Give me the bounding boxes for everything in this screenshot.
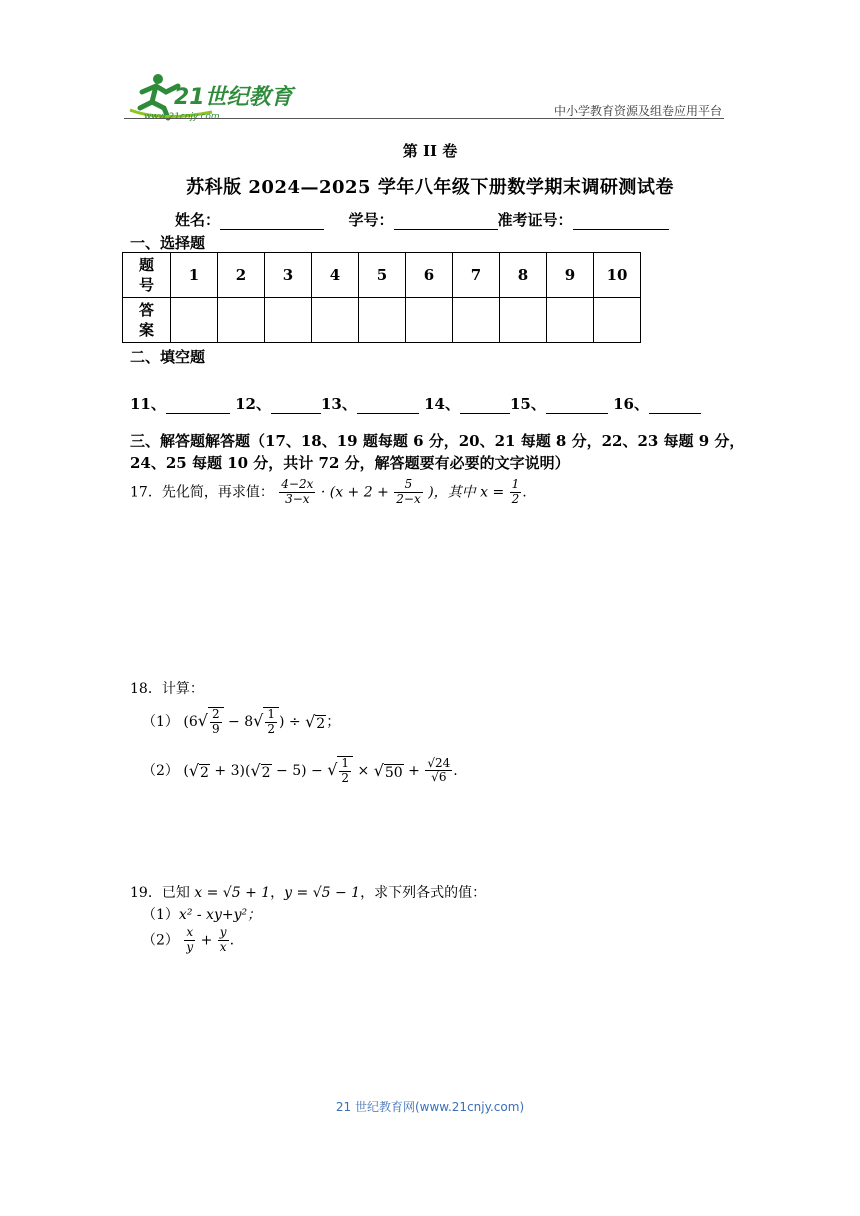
table-row-answers <box>123 298 641 343</box>
section-fill-heading: 二、填空题 <box>130 348 206 366</box>
section-solve-heading: 三、解答题解答题（17、18、19 题每题 6 分，20、21 每题 8 分，22、23 每题 9 分，24、25 每题 10 分，共计 72 分，解答题要有必要的文字说明） <box>130 432 745 472</box>
question-19: 19．已知 x = √5 + 1，y = √5 − 1，求下列各式的值： <box>130 885 487 901</box>
platform-name: 中小学教育资源及组卷应用平台 <box>553 104 722 118</box>
answer-cell[interactable] <box>218 298 265 343</box>
q17-fraction-1: $\frac{4-2x}{3-x}$ <box>281 477 314 506</box>
question-19-part-1: （1）x² - xy+y²； <box>142 907 262 923</box>
table-row-numbers <box>123 253 641 298</box>
question-number-cell: 1 <box>171 253 218 298</box>
question-number-cell: 9 <box>547 253 594 298</box>
fill-blank-14[interactable] <box>460 398 510 414</box>
id-label: 学号： <box>348 211 394 229</box>
fill-blank-12[interactable] <box>271 398 321 414</box>
fill-blank-row <box>130 393 701 414</box>
name-label: 姓名： <box>175 211 221 229</box>
logo-text: 21世纪教育 <box>174 85 293 110</box>
fill-label-13: 13、 <box>320 395 357 413</box>
question-19-part-2: （2） $\frac{x}{y}$ + $\frac{y}{x}$ . <box>142 925 235 954</box>
answer-cell[interactable] <box>453 298 500 343</box>
fill-label-14: 14、 <box>424 395 460 413</box>
question-18-part-1: （1） (6√ $\frac{2}{9}$ − 8√ $\frac{1}{2}$ ) ÷ √2； <box>142 707 341 736</box>
fill-blank-15[interactable] <box>546 398 608 414</box>
exam-label: 准考证号： <box>497 211 573 229</box>
question-number-cell: 4 <box>312 253 359 298</box>
volume-label: 第 II 卷 <box>402 142 458 160</box>
fill-blank-13[interactable] <box>357 398 419 414</box>
q17-middle: · (x + 2 + <box>320 484 394 501</box>
table-header-answer: 答 案 <box>123 298 171 343</box>
answer-cell[interactable] <box>547 298 594 343</box>
question-number-cell: 3 <box>265 253 312 298</box>
exam-number-field[interactable] <box>573 212 669 230</box>
q19-x-def: x = √5 + 1 <box>194 885 271 901</box>
question-number-cell: 7 <box>453 253 500 298</box>
question-18-label: 18．计算： <box>130 681 204 697</box>
fill-blank-16[interactable] <box>649 398 701 414</box>
answer-cell[interactable] <box>500 298 547 343</box>
fill-label-15: 15、 <box>509 395 546 413</box>
name-field[interactable] <box>220 212 324 230</box>
question-number-cell: 5 <box>359 253 406 298</box>
answer-table <box>122 252 641 343</box>
question-number-cell: 10 <box>594 253 641 298</box>
answer-cell[interactable] <box>312 298 359 343</box>
fill-label-16: 16、 <box>613 395 649 413</box>
q19-y-def: y = √5 − 1 <box>284 885 361 901</box>
table-header-number: 题 号 <box>123 253 171 298</box>
student-id-field[interactable] <box>394 212 498 230</box>
header-divider <box>124 118 724 119</box>
page-title: 苏科版 2024—2025 学年八年级下册数学期末调研测试卷 <box>186 177 674 198</box>
fill-blank-11[interactable] <box>166 398 230 414</box>
question-17: 17．先化简，再求值： $\frac{4-2x}{3-x}$ · (x + 2 + $\frac{5}{2-x}$ )，其中 x = $\frac{1}{2}$ . <box>130 477 527 506</box>
answer-cell[interactable] <box>359 298 406 343</box>
fill-label-11: 11、 <box>130 395 166 413</box>
question-number-cell: 8 <box>500 253 547 298</box>
section-choice-heading: 一、选择题 <box>130 234 206 252</box>
question-number-cell: 6 <box>406 253 453 298</box>
student-info <box>175 209 669 230</box>
question-18-part-2: （2） (√2 + 3)(√2 − 5) − √ $\frac{1}{2}$ × √50 + $\frac{√24}{√6}$ . <box>142 755 458 785</box>
footer-link[interactable]: 21 世纪教育网(www.21cnjy.com) <box>335 1100 525 1114</box>
q17-fraction-2: $\frac{5}{2-x}$ <box>396 477 421 506</box>
runner-logo-icon <box>122 70 297 122</box>
site-logo <box>122 70 297 122</box>
q17-tail: )，其中 x = <box>428 484 509 501</box>
answer-cell[interactable] <box>265 298 312 343</box>
question-number-cell: 2 <box>218 253 265 298</box>
q17-value: $\frac{1}{2}$ <box>511 477 520 506</box>
fill-label-12: 12、 <box>235 395 271 413</box>
answer-cell[interactable] <box>406 298 453 343</box>
answer-cell[interactable] <box>594 298 641 343</box>
answer-cell[interactable] <box>171 298 218 343</box>
q17-label: 17．先化简，再求值： <box>130 484 274 501</box>
logo-url: www.21cnjy.com <box>144 112 220 122</box>
